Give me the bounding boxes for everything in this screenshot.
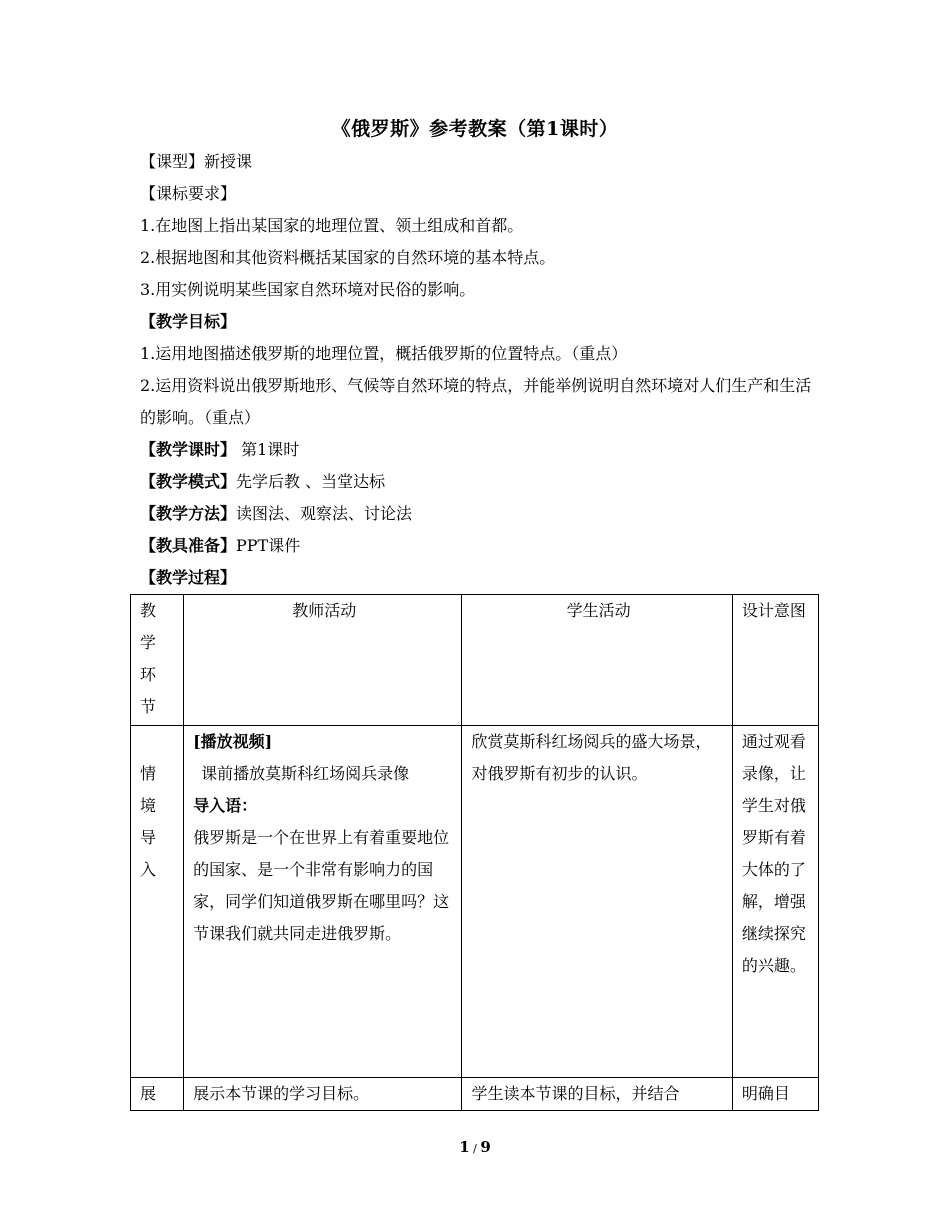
table-header-row bbox=[131, 595, 819, 726]
header-stage-char: 节 bbox=[140, 697, 157, 716]
objectives-heading: 【教学目标】 bbox=[140, 312, 237, 331]
mode-line bbox=[140, 466, 820, 498]
standard-item: 2.根据地图和其他资料概括某国家的自然环境的基本特点。 bbox=[140, 248, 556, 267]
process-heading: 【教学过程】 bbox=[140, 568, 237, 587]
lesson-type-label: 【课型】 bbox=[140, 152, 205, 171]
hours-label: 【教学课时】 bbox=[140, 440, 237, 459]
standards-heading: 【课标要求】 bbox=[140, 184, 237, 203]
lesson-type-value: 新授课 bbox=[204, 152, 253, 171]
header-teacher: 教师活动 bbox=[184, 595, 462, 726]
stage-char: 入 bbox=[140, 860, 157, 879]
standard-item: 1.在地图上指出某国家的地理位置、领土组成和首都。 bbox=[140, 216, 524, 235]
stage-cell: 展 bbox=[131, 1078, 184, 1111]
design-intent-cell: 通过观看录像，让学生对俄罗斯有着大体的了解，增强继续探究的兴趣。 bbox=[732, 726, 818, 1078]
standard-item: 3.用实例说明某些国家自然环境对民俗的影响。 bbox=[140, 280, 476, 299]
tools-value: PPT课件 bbox=[236, 536, 301, 555]
stage-char: 导 bbox=[140, 828, 157, 847]
tools-line bbox=[140, 530, 820, 562]
stage-char: 境 bbox=[140, 796, 157, 815]
mode-label: 【教学模式】 bbox=[140, 472, 237, 491]
header-stage-char: 环 bbox=[140, 665, 157, 684]
video-label: [播放视频] bbox=[193, 732, 273, 751]
video-text: 课前播放莫斯科红场阅兵录像 bbox=[201, 764, 410, 783]
total-pages: 9 bbox=[480, 1138, 491, 1156]
mode-value: 先学后教 、当堂达标 bbox=[236, 472, 386, 491]
student-activity-cell: 学生读本节课的目标，并结合 bbox=[462, 1078, 732, 1111]
stage-cell bbox=[131, 726, 184, 1078]
table-row bbox=[131, 726, 819, 1078]
header-student: 学生活动 bbox=[462, 595, 732, 726]
header-design: 设计意图 bbox=[732, 595, 818, 726]
intro-label: 导入语： bbox=[193, 796, 258, 815]
header-stage-char: 教 bbox=[140, 601, 157, 620]
hours-value: 第1课时 bbox=[236, 440, 300, 459]
design-intent-cell: 明确目 bbox=[732, 1078, 818, 1111]
teacher-activity-cell: 展示本节课的学习目标。 bbox=[184, 1078, 462, 1111]
stage-char: 情 bbox=[140, 764, 157, 783]
lesson-info bbox=[140, 146, 820, 594]
intro-text: 俄罗斯是一个在世界上有着重要地位的国家、是一个非常有影响力的国家，同学们知道俄罗斯在哪里吗？这节课我们就共同走进俄罗斯。 bbox=[193, 828, 450, 943]
table-row bbox=[131, 1078, 819, 1111]
page-title: 《俄罗斯》参考教案（第1课时） bbox=[331, 118, 619, 140]
objective-item: 2.运用资料说出俄罗斯地形、气候等自然环境的特点，并能举例说明自然环境对人们生产和生活的影响。（重点） bbox=[140, 376, 812, 427]
page-separator: / bbox=[469, 1142, 481, 1155]
objective-item: 1.运用地图描述俄罗斯的地理位置，概括俄罗斯的位置特点。（重点） bbox=[140, 344, 628, 363]
method-value: 读图法、观察法、讨论法 bbox=[236, 504, 413, 523]
header-stage bbox=[131, 595, 184, 726]
page-number bbox=[0, 1138, 950, 1156]
teaching-process-table bbox=[130, 594, 819, 1111]
lesson-type-line bbox=[140, 146, 820, 178]
tools-label: 【教具准备】 bbox=[140, 536, 237, 555]
student-activity-cell: 欣赏莫斯科红场阅兵的盛大场景，对俄罗斯有初步的认识。 bbox=[462, 726, 732, 1078]
hours-line bbox=[140, 434, 820, 466]
header-stage-char: 学 bbox=[140, 633, 157, 652]
method-label: 【教学方法】 bbox=[140, 504, 237, 523]
current-page: 1 bbox=[459, 1138, 470, 1156]
method-line bbox=[140, 498, 820, 530]
teacher-activity-cell bbox=[184, 726, 462, 1078]
